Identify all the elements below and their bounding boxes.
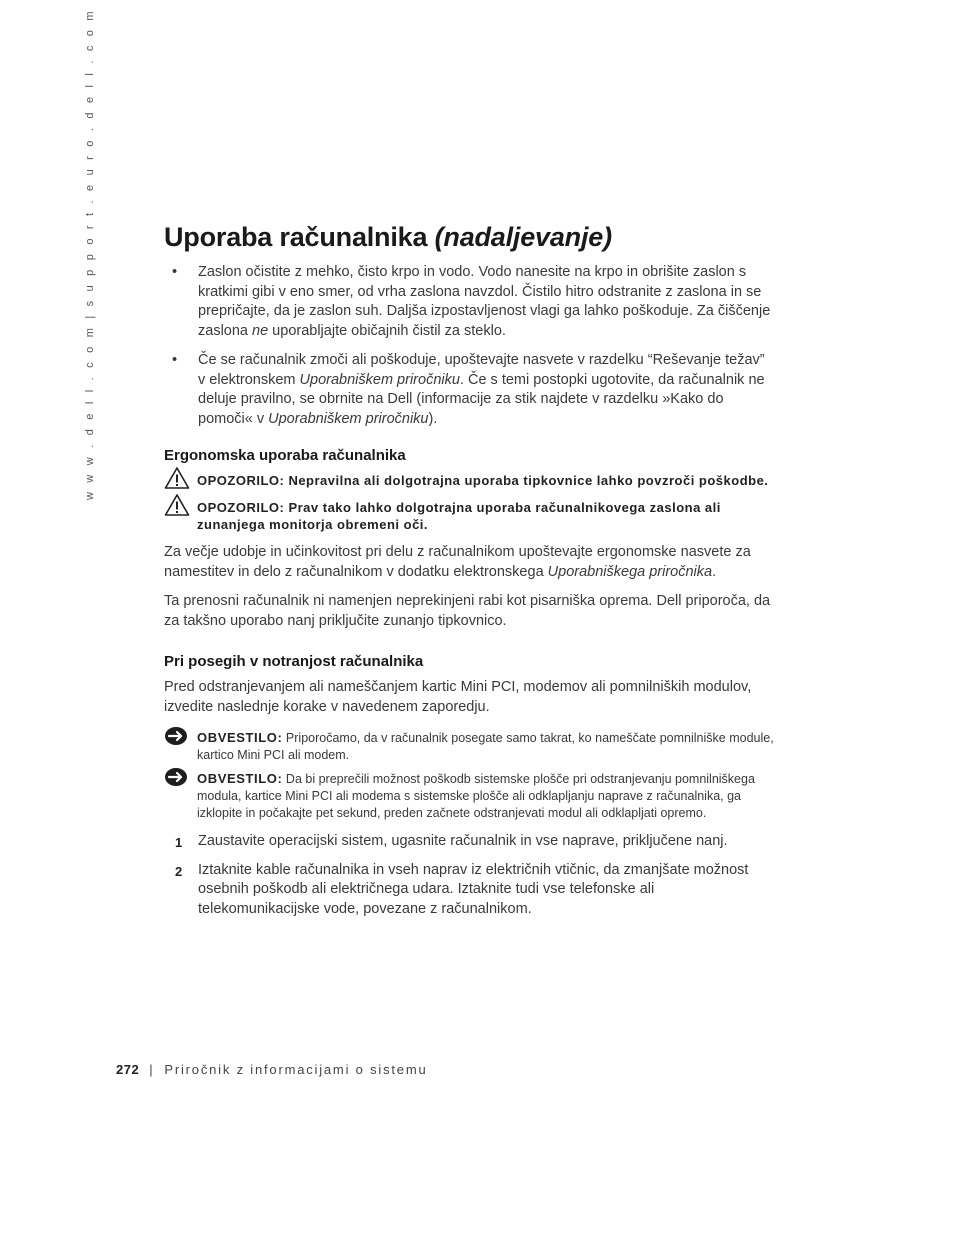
notice-text: Priporočamo, da v računalnik posegate samo takrat, ko nameščate pomnilniške module, kartico Mini PCI ali modem.	[197, 731, 774, 762]
warning-text: OPOZORILO: Nepravilna ali dolgotrajna uporaba tipkovnice lahko povzroči poškodbe.	[197, 473, 769, 488]
step-number: 1	[175, 835, 183, 850]
footer-separator: |	[149, 1062, 155, 1077]
notice-hand-icon	[164, 767, 190, 791]
notice-label: OBVESTILO:	[197, 730, 283, 745]
bullet-list	[164, 263, 774, 429]
step-number: 2	[175, 863, 183, 879]
notice-box	[164, 770, 774, 822]
notice-text: Da bi preprečili možnost poškodb sistemske plošče pri odstranjevanju pomnilniškega modula, kartice Mini PCI ali modema s sistemske plošče ali odklapljanju naprave z računalnika, ga izklopite in počakajte pet sekund, preden začnete odstranjevati modul ali odklapljati opremo.	[197, 772, 755, 820]
side-url: w w w . d e l l . c o m | s u p p o r t . e u r o . d e l l . c o m	[84, 8, 96, 500]
bullet-marker: •	[172, 264, 178, 280]
warning-triangle-icon	[164, 466, 190, 490]
section-heading-internal: Pri posegih v notranjost računalnika	[164, 653, 424, 670]
paragraph-intro: Pred odstranjevanjem ali nameščanjem kartic Mini PCI, modemov ali pomnilniških modulov, izvedite naslednje korake v navedenem zaporedju.	[164, 679, 752, 715]
warning-text: OPOZORILO: Prav tako lahko dolgotrajna uporaba računalnikovega zaslona ali zunanjega monitorja obremeni oči.	[197, 500, 721, 532]
list-item	[164, 861, 774, 920]
title-main: Uporaba računalnika	[164, 222, 428, 252]
page-content	[164, 222, 774, 928]
list-item: • Zaslon očistite z mehko, čisto krpo in vodo. Vodo nanesite na krpo in obrišite zaslon s kratkimi gibi v eno smer, od vrha zaslona navzdol. Čistilo hitro odstranite z zaslona in se prepričajte, da je zaslon suh. Daljša izpostavljenost vlagi ga lahko poškoduje. Za čiščenje zaslona ne uporabljajte običajnih čistil za steklo.	[172, 264, 771, 339]
warning-notice	[164, 472, 774, 489]
paragraph-keyboard: Ta prenosni računalnik ni namenjen neprekinjeni rabi kot pisarniška oprema. Dell priporoča, da za takšno uporabo nanj priključite zunanjo tipkovnico.	[164, 593, 771, 629]
list-item	[164, 832, 774, 852]
steps-list	[164, 832, 774, 919]
step-text: Iztaknite kable računalnika in vseh naprav iz električnih vtičnic, da zmanjšate možnost osebnih poškodb ali električnega udara. Iztaknite tudi vse telefonske ali telekomunikacijske vode, povezane z računalnikom.	[198, 861, 749, 917]
page-title	[164, 222, 774, 253]
warning-triangle-icon	[164, 493, 190, 517]
page-footer	[116, 1062, 428, 1077]
notice-box	[164, 729, 774, 764]
footer-title: Priročnik z informacijami o sistemu	[164, 1062, 428, 1077]
list-item: • Če se računalnik zmoči ali poškoduje, upoštevajte nasvete v razdelku “Reševanje težav” v elektronskem Uporabniškem priročniku. Če s temi postopki ugotovite, da računalnik ne deluje pravilno, se obrnite na Dell (informacije za stik najdete v razdelku »Kako do pomoči« v Uporabniškem priročniku).	[172, 352, 765, 427]
section-heading-ergonomics: Ergonomska uporaba računalnika	[164, 447, 406, 464]
step-text: Zaustavite operacijski sistem, ugasnite računalnik in vse naprave, priključene nanj.	[198, 833, 728, 849]
bullet-marker: •	[172, 352, 178, 368]
paragraph-ergonomics: Za večje udobje in učinkovitost pri delu z računalnikom upoštevajte ergonomske nasvete za namestitev in delo z računalnikom v dodatku elektronskega Uporabniškega priročnika.	[164, 544, 751, 580]
warning-notice	[164, 499, 774, 533]
notice-hand-icon	[164, 726, 190, 750]
page-number: 272	[116, 1062, 140, 1077]
title-suffix: (nadaljevanje)	[434, 222, 612, 252]
notice-label: OBVESTILO:	[197, 771, 283, 786]
